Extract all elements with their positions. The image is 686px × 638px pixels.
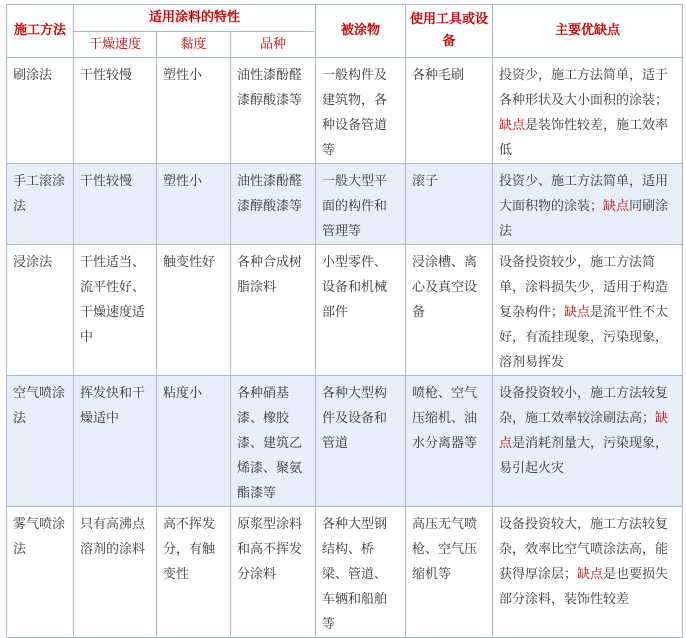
cell-viscosity: 触变性好 [157,245,231,376]
cell-tools: 喷枪、空气压缩机、油水分离器等 [406,376,493,507]
cell-viscosity: 粘度小 [157,376,231,507]
cell-object: 各种大型构件及设备和管道 [316,376,406,507]
header-coated-object: 被涂物 [316,5,406,58]
header-properties-group: 适用涂料的特性 [74,5,316,32]
cell-tools: 滚子 [406,164,493,245]
cons-text: 是装饰性较差，施工效率低 [499,118,669,158]
cell-tools: 高压无气喷枪、空气压缩机等 [406,507,493,638]
cell-variety: 油性漆酚醛漆醇酸漆等 [231,58,316,164]
cell-pros-cons [493,376,683,507]
cons-label: 缺点 [577,567,604,582]
cell-viscosity: 塑性小 [157,58,231,164]
cell-viscosity: 高不挥发分，有触变性 [157,507,231,638]
cell-drying: 挥发快和干燥适中 [74,376,157,507]
table-row [7,58,683,164]
cons-label: 缺点 [499,118,526,133]
coating-methods-table [6,4,683,638]
cell-variety: 各种合成树脂涂料 [231,245,316,376]
cons-label: 缺点 [603,199,630,214]
pros-text: 设备投资较大，施工方法较复杂，效率比空气喷涂法高，能获得厚涂层； [499,517,669,582]
cons-text: 是消耗剂量大，污染现象，易引起火灾 [499,436,669,476]
header-pros-cons: 主要优缺点 [493,5,683,58]
cons-text: 同刷涂法 [499,199,669,239]
header-variety: 品种 [231,32,316,58]
cell-method: 雾气喷涂法 [7,507,74,638]
cell-method: 手工滚涂法 [7,164,74,245]
cell-pros-cons [493,164,683,245]
cell-tools: 各种毛刷 [406,58,493,164]
cell-variety: 各种硝基漆、橡胶漆、建筑乙烯漆、聚氨酯漆等 [231,376,316,507]
cell-pros-cons [493,58,683,164]
cons-text: 是也要损失部分涂料，装饰性较差 [499,567,669,607]
cell-variety: 原浆型涂料和高不挥发分涂料 [231,507,316,638]
cons-label: 缺点 [564,305,591,320]
header-viscosity: 黏度 [157,32,231,58]
pros-text: 设备投资较少，施工方法简单，涂料损失少，适用于构造复杂构件； [499,255,669,320]
cell-pros-cons [493,507,683,638]
cell-drying: 干性较慢 [74,58,157,164]
pros-text: 设备投资较小，施工方法较复杂，施工效率较涂刷法高； [499,386,669,426]
table-row [7,164,683,245]
cell-pros-cons [493,245,683,376]
cell-tools: 浸涂槽、离心及真空设备 [406,245,493,376]
header-tools: 使用工具或设备 [406,5,493,58]
cell-object: 小型零件、设备和机械部件 [316,245,406,376]
header-method: 施工方法 [7,5,74,58]
cell-method: 浸涂法 [7,245,74,376]
cell-method: 刷涂法 [7,58,74,164]
table-row [7,376,683,507]
pros-text: 投资少、施工方法简单，适用大面积物的涂装； [499,174,669,214]
cons-text: 是流平性不太好，有流挂现象，污染现象，溶剂易挥发 [499,305,669,370]
cell-object: 一般构件及建筑物，各种设备管道等 [316,58,406,164]
cell-drying: 干性适当、流平性好、干燥速度适中 [74,245,157,376]
table-row [7,507,683,638]
cell-drying: 干性较慢 [74,164,157,245]
cell-variety: 油性漆酚醛漆醇酸漆等 [231,164,316,245]
cons-label: 缺点 [499,411,669,451]
cell-viscosity: 塑性小 [157,164,231,245]
pros-text: 投资少，施工方法简单，适于各种形状及大小面积的涂装； [499,68,669,108]
header-drying-speed: 干燥速度 [74,32,157,58]
cell-method: 空气喷涂法 [7,376,74,507]
cell-object: 一般大型平面的构件和管理等 [316,164,406,245]
cell-drying: 只有高沸点溶剂的涂料 [74,507,157,638]
cell-object: 各种大型钢结构、桥梁、管道、车辆和船舶等 [316,507,406,638]
table-row [7,245,683,376]
